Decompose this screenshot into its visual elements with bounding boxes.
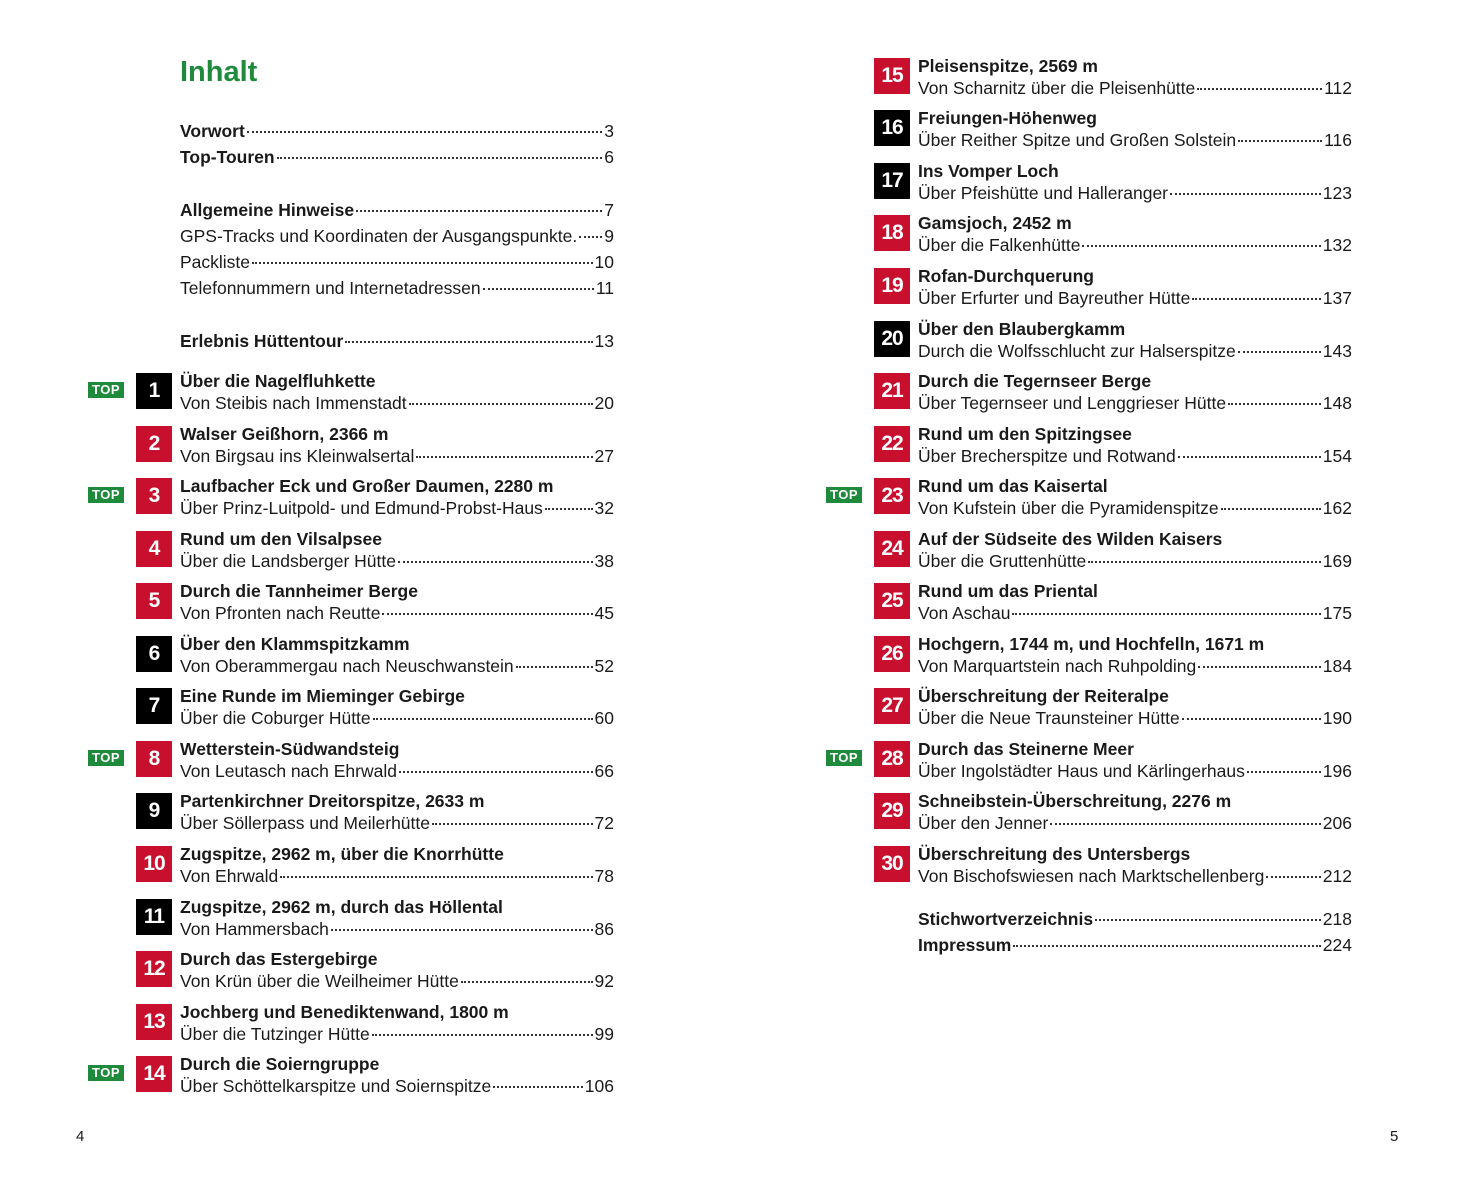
tour-number-badge: 20 [874,321,910,357]
tour-page: 99 [594,1024,614,1044]
left-front-label: Erlebnis Hüttentour [180,331,344,351]
tour-number-badge: 16 [874,110,910,146]
tour-page: 45 [594,603,614,623]
right-back-label: Stichwortverzeichnis [918,909,1094,929]
tour-subtitle: Über Ingolstädter Haus und Kärlingerhaus [918,761,1245,781]
tour-subtitle: Von Pfronten nach Reutte [180,603,381,623]
tour-number-badge: 14 [136,1056,172,1092]
tour-subtitle-line[interactable] [180,1075,614,1097]
tour-number-badge: 24 [874,531,910,567]
right-back-page: 224 [1322,935,1352,955]
top-tour-badge: TOP [88,487,124,503]
left-front-page: 11 [595,278,614,298]
tour-subtitle: Durch die Wolfsschlucht zur Halserspitze [918,341,1236,361]
dot-leader [252,262,593,264]
tour-number-badge: 25 [874,583,910,619]
tour-number-badge: 2 [136,426,172,462]
left-front-entry[interactable] [180,251,614,273]
tour-subtitle-line[interactable] [918,182,1352,204]
tour-title[interactable]: Laufbacher Eck und Großer Daumen, 2280 m [180,476,554,496]
tour-page: 78 [594,866,614,886]
dot-leader [416,456,592,458]
tour-subtitle-line[interactable] [918,550,1352,572]
left-front-page: 7 [604,200,614,220]
dot-leader [1082,245,1320,247]
tour-subtitle: Über den Jenner [918,813,1049,833]
tour-number-badge: 11 [136,899,172,935]
tour-page: 106 [584,1076,614,1096]
tour-page: 66 [594,761,614,781]
left-front-entry[interactable] [180,199,614,221]
tour-subtitle: Von Oberammergau nach Neuschwanstein [180,656,514,676]
tour-subtitle: Von Marquartstein nach Ruhpolding [918,656,1197,676]
right-back-entry[interactable] [918,934,1352,956]
tour-subtitle: Über die Gruttenhütte [918,551,1087,571]
tour-subtitle-line[interactable] [180,497,614,519]
tour-number-badge: 30 [874,846,910,882]
dot-leader [1012,613,1320,615]
tour-subtitle-line[interactable] [918,445,1352,467]
dot-leader [1088,561,1321,563]
tour-page: 196 [1322,761,1352,781]
left-front-label: Vorwort [180,121,245,141]
dot-leader [1238,351,1321,353]
left-front-page: 13 [594,331,614,351]
tour-title[interactable]: Pleisenspitze, 2569 m [918,56,1098,76]
toc-title: Inhalt [180,56,258,88]
tour-subtitle: Von Aschau [918,603,1011,623]
tour-title[interactable]: Zugspitze, 2962 m, über die Knorrhütte [180,844,504,864]
dot-leader [382,613,592,615]
left-front-page: 10 [594,252,614,272]
tour-number-badge: 7 [136,688,172,724]
dot-leader [277,157,603,159]
dot-leader [1238,140,1322,142]
tour-page: 175 [1322,603,1352,623]
dot-leader [483,288,594,290]
tour-number-badge: 26 [874,636,910,672]
tour-subtitle-line[interactable] [180,655,614,677]
tour-title[interactable]: Durch die Soierngruppe [180,1054,380,1074]
tour-number-badge: 4 [136,531,172,567]
tour-page: 27 [594,446,614,466]
tour-subtitle: Über Brecherspitze und Rotwand [918,446,1176,466]
tour-number-badge: 22 [874,426,910,462]
right-page [738,0,1477,1182]
page-number-right: 5 [1390,1128,1399,1145]
tour-subtitle: Über Tegernseer und Lenggrieser Hütte [918,393,1227,413]
tour-subtitle-line[interactable] [918,602,1352,624]
dot-leader [1178,456,1321,458]
tour-subtitle-line[interactable] [180,707,614,729]
dot-leader [356,210,602,212]
tour-title[interactable]: Ins Vomper Loch [918,161,1059,181]
tour-subtitle-line[interactable] [918,812,1352,834]
tour-number-badge: 23 [874,478,910,514]
tour-title[interactable]: Hochgern, 1744 m, und Hochfelln, 1671 m [918,634,1265,654]
tour-number-badge: 15 [874,58,910,94]
tour-number-badge: 21 [874,373,910,409]
tour-page: 154 [1322,446,1352,466]
tour-page: 169 [1322,551,1352,571]
dot-leader [345,341,592,343]
tour-title[interactable]: Über den Klammspitzkamm [180,634,410,654]
tour-subtitle-line[interactable] [180,760,614,782]
dot-leader [1198,666,1321,668]
tour-number-badge: 9 [136,793,172,829]
tour-subtitle: Über Prinz-Luitpold- und Edmund-Probst-Haus [180,498,543,518]
dot-leader [516,666,593,668]
left-front-entry[interactable] [180,120,614,142]
tour-title[interactable]: Durch das Steinerne Meer [918,739,1134,759]
tour-subtitle-line[interactable] [918,497,1352,519]
left-front-entry[interactable] [180,277,614,299]
tour-page: 72 [594,813,614,833]
tour-page: 184 [1322,656,1352,676]
dot-leader [461,981,593,983]
tour-page: 123 [1322,183,1352,203]
tour-number-badge: 3 [136,478,172,514]
dot-leader [493,1086,583,1088]
tour-subtitle-line[interactable] [918,707,1352,729]
tour-title[interactable]: Auf der Südseite des Wilden Kaisers [918,529,1223,549]
dot-leader [1228,403,1321,405]
tour-title[interactable]: Eine Runde im Mieminger Gebirge [180,686,465,706]
dot-leader [409,403,593,405]
tour-subtitle: Von Kufstein über die Pyramidenspitze [918,498,1219,518]
left-front-label: Allgemeine Hinweise [180,200,355,220]
tour-page: 143 [1322,341,1352,361]
tour-subtitle-line[interactable] [918,392,1352,414]
top-tour-badge: TOP [88,750,124,766]
tour-subtitle: Über die Neue Traunsteiner Hütte [918,708,1180,728]
tour-page: 32 [594,498,614,518]
tour-subtitle: Von Krün über die Weilheimer Hütte [180,971,459,991]
tour-page: 60 [594,708,614,728]
tour-title[interactable]: Rund um den Spitzingsee [918,424,1132,444]
dot-leader [331,929,593,931]
dot-leader [1221,508,1321,510]
tour-subtitle-line[interactable] [180,1023,614,1045]
left-front-page: 3 [604,121,614,141]
tour-subtitle: Über Erfurter und Bayreuther Hütte [918,288,1191,308]
page-number-left: 4 [76,1128,85,1145]
tour-subtitle: Über die Tutzinger Hütte [180,1024,370,1044]
tour-subtitle-line[interactable] [918,340,1352,362]
left-page [0,0,738,1182]
tour-subtitle-line[interactable] [180,550,614,572]
tour-subtitle-line[interactable] [918,77,1352,99]
tour-title[interactable]: Durch das Estergebirge [180,949,378,969]
tour-title[interactable]: Walser Geißhorn, 2366 m [180,424,389,444]
tour-subtitle-line[interactable] [918,234,1352,256]
tour-title[interactable]: Gamsjoch, 2452 m [918,213,1072,233]
dot-leader [280,876,592,878]
tour-number-badge: 13 [136,1004,172,1040]
tour-subtitle: Von Ehrwald [180,866,279,886]
tour-number-badge: 18 [874,215,910,251]
dot-leader [432,823,593,825]
tour-title[interactable]: Durch die Tegernseer Berge [918,371,1152,391]
tour-page: 162 [1322,498,1352,518]
dot-leader [1182,718,1321,720]
dot-leader [247,131,602,133]
tour-title[interactable]: Freiungen-Höhenweg [918,108,1097,128]
tour-page: 52 [594,656,614,676]
left-front-label: Packliste [180,252,251,272]
tour-subtitle: Von Birgsau ins Kleinwalsertal [180,446,415,466]
tour-title[interactable]: Rund um das Priental [918,581,1098,601]
tour-number-badge: 28 [874,741,910,777]
tour-page: 132 [1322,235,1352,255]
tour-title[interactable]: Rund um das Kaisertal [918,476,1108,496]
right-back-entry[interactable] [918,908,1352,930]
tour-subtitle: Über Schöttelkarspitze und Soiernspitze [180,1076,492,1096]
top-tour-badge: TOP [826,487,862,503]
dot-leader [1170,193,1321,195]
tour-page: 38 [594,551,614,571]
tour-title[interactable]: Überschreitung des Untersbergs [918,844,1191,864]
tour-number-badge: 1 [136,373,172,409]
left-front-label: Telefonnummern und Internetadressen [180,278,481,298]
tour-title[interactable]: Partenkirchner Dreitorspitze, 2633 m [180,791,485,811]
dot-leader [1266,876,1320,878]
tour-title[interactable]: Rofan-Durchquerung [918,266,1094,286]
tour-number-badge: 6 [136,636,172,672]
tour-subtitle-line[interactable] [180,445,614,467]
left-front-label: GPS-Tracks und Koordinaten der Ausgangspunkte. [180,226,578,246]
dot-leader [1013,945,1320,947]
tour-subtitle-line[interactable] [180,970,614,992]
left-front-page: 9 [604,226,614,246]
tour-title[interactable]: Zugspitze, 2962 m, durch das Höllental [180,897,503,917]
top-tour-badge: TOP [88,1065,124,1081]
tour-page: 20 [594,393,614,413]
dot-leader [1197,88,1322,90]
tour-page: 190 [1322,708,1352,728]
tour-subtitle-line[interactable] [918,655,1352,677]
tour-title[interactable]: Jochberg und Benediktenwand, 1800 m [180,1002,509,1022]
dot-leader [373,718,593,720]
tour-title[interactable]: Über den Blaubergkamm [918,319,1126,339]
tour-page: 206 [1322,813,1352,833]
tour-subtitle: Über die Falkenhütte [918,235,1081,255]
tour-title[interactable]: Rund um den Vilsalpsee [180,529,382,549]
tour-subtitle: Von Scharnitz über die Pleisenhütte [918,78,1196,98]
tour-number-badge: 5 [136,583,172,619]
tour-number-badge: 27 [874,688,910,724]
tour-page: 137 [1322,288,1352,308]
dot-leader [372,1034,593,1036]
tour-subtitle: Von Hammersbach [180,919,329,939]
left-front-label: Top-Touren [180,147,275,167]
tour-title[interactable]: Durch die Tannheimer Berge [180,581,418,601]
tour-subtitle-line[interactable] [180,602,614,624]
tour-subtitle: Von Steibis nach Immenstadt [180,393,407,413]
tour-subtitle: Über die Coburger Hütte [180,708,371,728]
tour-subtitle-line[interactable] [180,392,614,414]
tour-number-badge: 19 [874,268,910,304]
right-back-label: Impressum [918,935,1012,955]
tour-page: 212 [1322,866,1352,886]
tour-subtitle-line[interactable] [180,865,614,887]
tour-subtitle: Über Söllerpass und Meilerhütte [180,813,430,833]
tour-subtitle-line[interactable] [918,865,1352,887]
top-tour-badge: TOP [826,750,862,766]
tour-subtitle-line[interactable] [918,129,1352,151]
tour-subtitle: Über Pfeishütte und Halleranger [918,183,1169,203]
tour-number-badge: 8 [136,741,172,777]
dot-leader [1095,919,1321,921]
dot-leader [399,771,593,773]
tour-subtitle: Über Reither Spitze und Großen Solstein [918,130,1237,150]
tour-subtitle-line[interactable] [918,760,1352,782]
dot-leader [545,508,593,510]
tour-subtitle: Von Bischofswiesen nach Marktschellenberg [918,866,1265,886]
dot-leader [1192,298,1320,300]
tour-page: 92 [594,971,614,991]
tour-number-badge: 17 [874,163,910,199]
dot-leader [579,236,602,238]
tour-page: 148 [1322,393,1352,413]
tour-title[interactable]: Über die Nagelfluhkette [180,371,376,391]
left-front-page: 6 [604,147,614,167]
left-front-entry[interactable] [180,225,614,247]
tour-page: 86 [594,919,614,939]
dot-leader [1050,823,1320,825]
tour-number-badge: 12 [136,951,172,987]
left-front-entry[interactable] [180,330,614,352]
tour-subtitle: Über die Landsberger Hütte [180,551,396,571]
tour-page: 112 [1324,78,1352,98]
dot-leader [1247,771,1321,773]
tour-title[interactable]: Schneibstein-Überschreitung, 2276 m [918,791,1232,811]
tour-subtitle-line[interactable] [918,287,1352,309]
tour-subtitle: Von Leutasch nach Ehrwald [180,761,397,781]
dot-leader [398,561,593,563]
tour-number-badge: 29 [874,793,910,829]
top-tour-badge: TOP [88,382,124,398]
right-back-page: 218 [1322,909,1352,929]
tour-page: 116 [1324,130,1352,150]
tour-title[interactable]: Überschreitung der Reiteralpe [918,686,1169,706]
tour-subtitle-line[interactable] [180,918,614,940]
tour-number-badge: 10 [136,846,172,882]
left-front-entry[interactable] [180,146,614,168]
tour-title[interactable]: Wetterstein-Südwandsteig [180,739,400,759]
tour-subtitle-line[interactable] [180,812,614,834]
